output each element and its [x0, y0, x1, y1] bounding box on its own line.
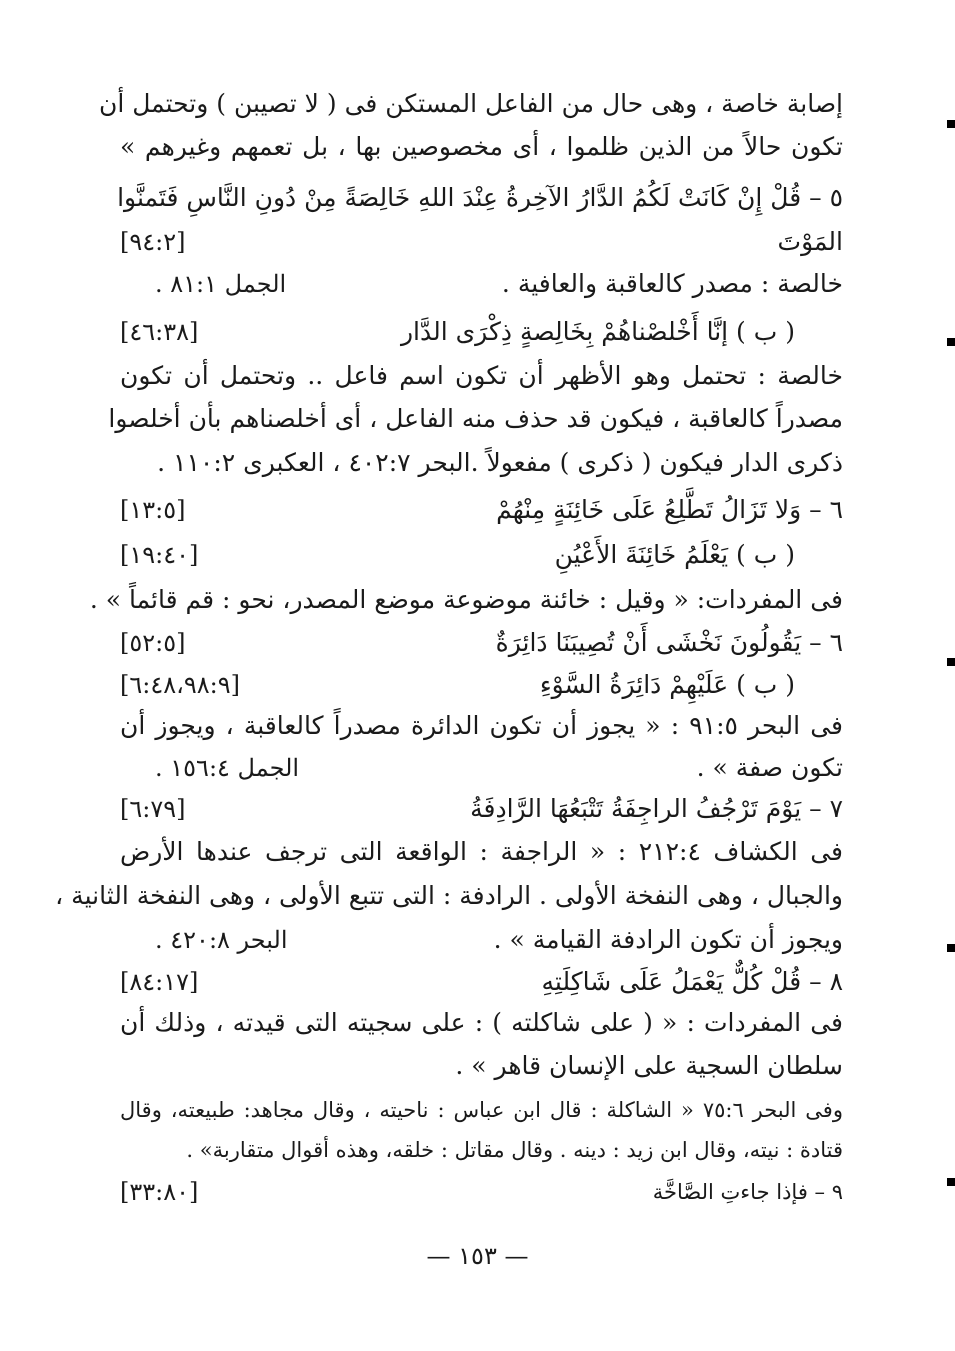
verse-line: المَوْتَ: [777, 227, 843, 256]
text-line: خالصة : تحتمل وهو الأظهر أن تكون اسم فاعل .. وتحتمل أن تكون: [120, 361, 843, 390]
verse-reference: [٦:٧٩]: [120, 795, 186, 823]
text-line: خالصة : مصدر كالعاقبة والعافية .: [501, 269, 843, 298]
verse-line: ٨ – قُلْ كُلٌّ يَعْمَلُ عَلَى شَاكِلَتِهِ: [541, 967, 843, 996]
verse-line: ( ب ) عَلَيْهِمْ دَائِرَةُ السَّوْءِ: [539, 670, 795, 699]
text-line: تكون حالاً من الذين ظلموا ، أى مخصوصين بها ، بل تعمهم وغيرهم »: [120, 132, 843, 161]
verse-line: ٦ – يَقُولُونَ نَخْشَى أَنْ تُصِيبَنَا دَائِرَةٌ: [495, 628, 843, 657]
margin-mark: [947, 1178, 955, 1186]
verse-reference: [٩٤:٢]: [120, 228, 186, 256]
margin-mark: [947, 120, 955, 128]
text-line: ويجوز أن تكون الرادفة القيامة » .: [493, 925, 843, 954]
verse-line: ٧ – يَوْمَ تَرْجُفُ الراجِفَةُ تَتْبَعُهَا الرَّادِفَةُ: [470, 794, 843, 823]
text-line: إصابة خاصة ، وهى حال من الفاعل المستكن فى ( لا تصيبن ) وتحتمل أن: [98, 89, 843, 118]
verse-line: ٥ – قُلْ إِنْ كَانَتْ لَكُمُ الدَّارُ الآخِرةُ عِنْدَ اللهِ خَالِصَةً مِنْ دُونِ النَّاسِ فَتَمنَّوا: [117, 183, 843, 212]
text-line: فى المفردات: « وقيل : خائنة موضوعة موضع المصدر، نحو : قم قائماً » .: [89, 585, 843, 614]
verse-reference: [٣٣:٨٠]: [120, 1178, 199, 1206]
text-line: فى البحر ٩١:٥ : « يجوز أن تكون الدائرة مصدراً كالعاقبة ، ويجوز أن: [120, 711, 843, 740]
page-number: — ١٥٣ —: [426, 1242, 529, 1270]
text-line: سلطان السجية على الإنسان قاهر » .: [455, 1051, 843, 1080]
text-line: فى المفردات : « ( على شاكلته ) : على سجيته التى قيدته ، وذلك أن: [120, 1008, 843, 1037]
text-line: فى الكشاف ٢١٢:٤ : « الراجفة : الواقعة التى ترجف عندها الأرض: [120, 837, 843, 866]
citation: البحر ٤٢٠:٨ .: [155, 926, 288, 954]
verse-reference: [٥٢:٥]: [120, 629, 186, 657]
verse-reference: [٨٤:١٧]: [120, 968, 199, 996]
citation: الجمل ١٥٦:٤ .: [155, 754, 300, 782]
margin-mark: [947, 338, 955, 346]
text-line: تكون صفة » .: [696, 753, 843, 782]
verse-reference: [١٣:٥]: [120, 496, 186, 524]
verse-reference: [٤٦:٣٨]: [120, 318, 199, 346]
verse-reference: [١٩:٤٠]: [120, 541, 199, 569]
text-line: مصدراً كالعاقبة ، فيكون قد حذف منه الفاعل ، أى أخلصناهم بأن أخلصوا: [108, 404, 843, 433]
text-line: والجبال ، وهى النفخة الأولى . الرادفة : التى تتبع الأولى ، وهى النفخة الثانية ،: [55, 881, 843, 910]
text-line: قتادة : نيته، وقال ابن زيد : دينه . وقال مقاتل : خلقه، وهذه أقوال متقاربة» .: [186, 1138, 843, 1162]
text-line: ذكرى الدار فيكون ( ذكرى ) مفعولاً .البحر ٤٠٢:٧ ، العكبرى ١١٠:٢ .: [157, 448, 843, 477]
verse-line: ٩ – فإذا جاءتِ الصَّاخَّة: [652, 1180, 843, 1204]
text-line: وفى البحر ٧٥:٦ « الشاكلة : قال ابن عباس : ناحيته ، وقال مجاهد: طبيعته، وقال: [120, 1098, 843, 1122]
margin-mark: [947, 658, 955, 666]
margin-mark: [947, 944, 955, 952]
verse-line: ( ب ) يَعْلَمُ خَائِنَةَ الأَعْيُنِ: [554, 540, 795, 569]
verse-line: ( ب ) إنَّا أَخْلصْناهُمْ بِخَالِصةٍ ذِكْرَى الدَّار: [400, 317, 795, 346]
verse-line: ٦ – وَلا تَزَالُ تَطَّلِعُ عَلَى خَائِنَةٍ مِنْهُمْ: [496, 495, 843, 524]
verse-reference: [٦:٤٨،٩٨:٩]: [120, 671, 241, 699]
citation: الجمل ٨١:١ .: [155, 270, 287, 298]
